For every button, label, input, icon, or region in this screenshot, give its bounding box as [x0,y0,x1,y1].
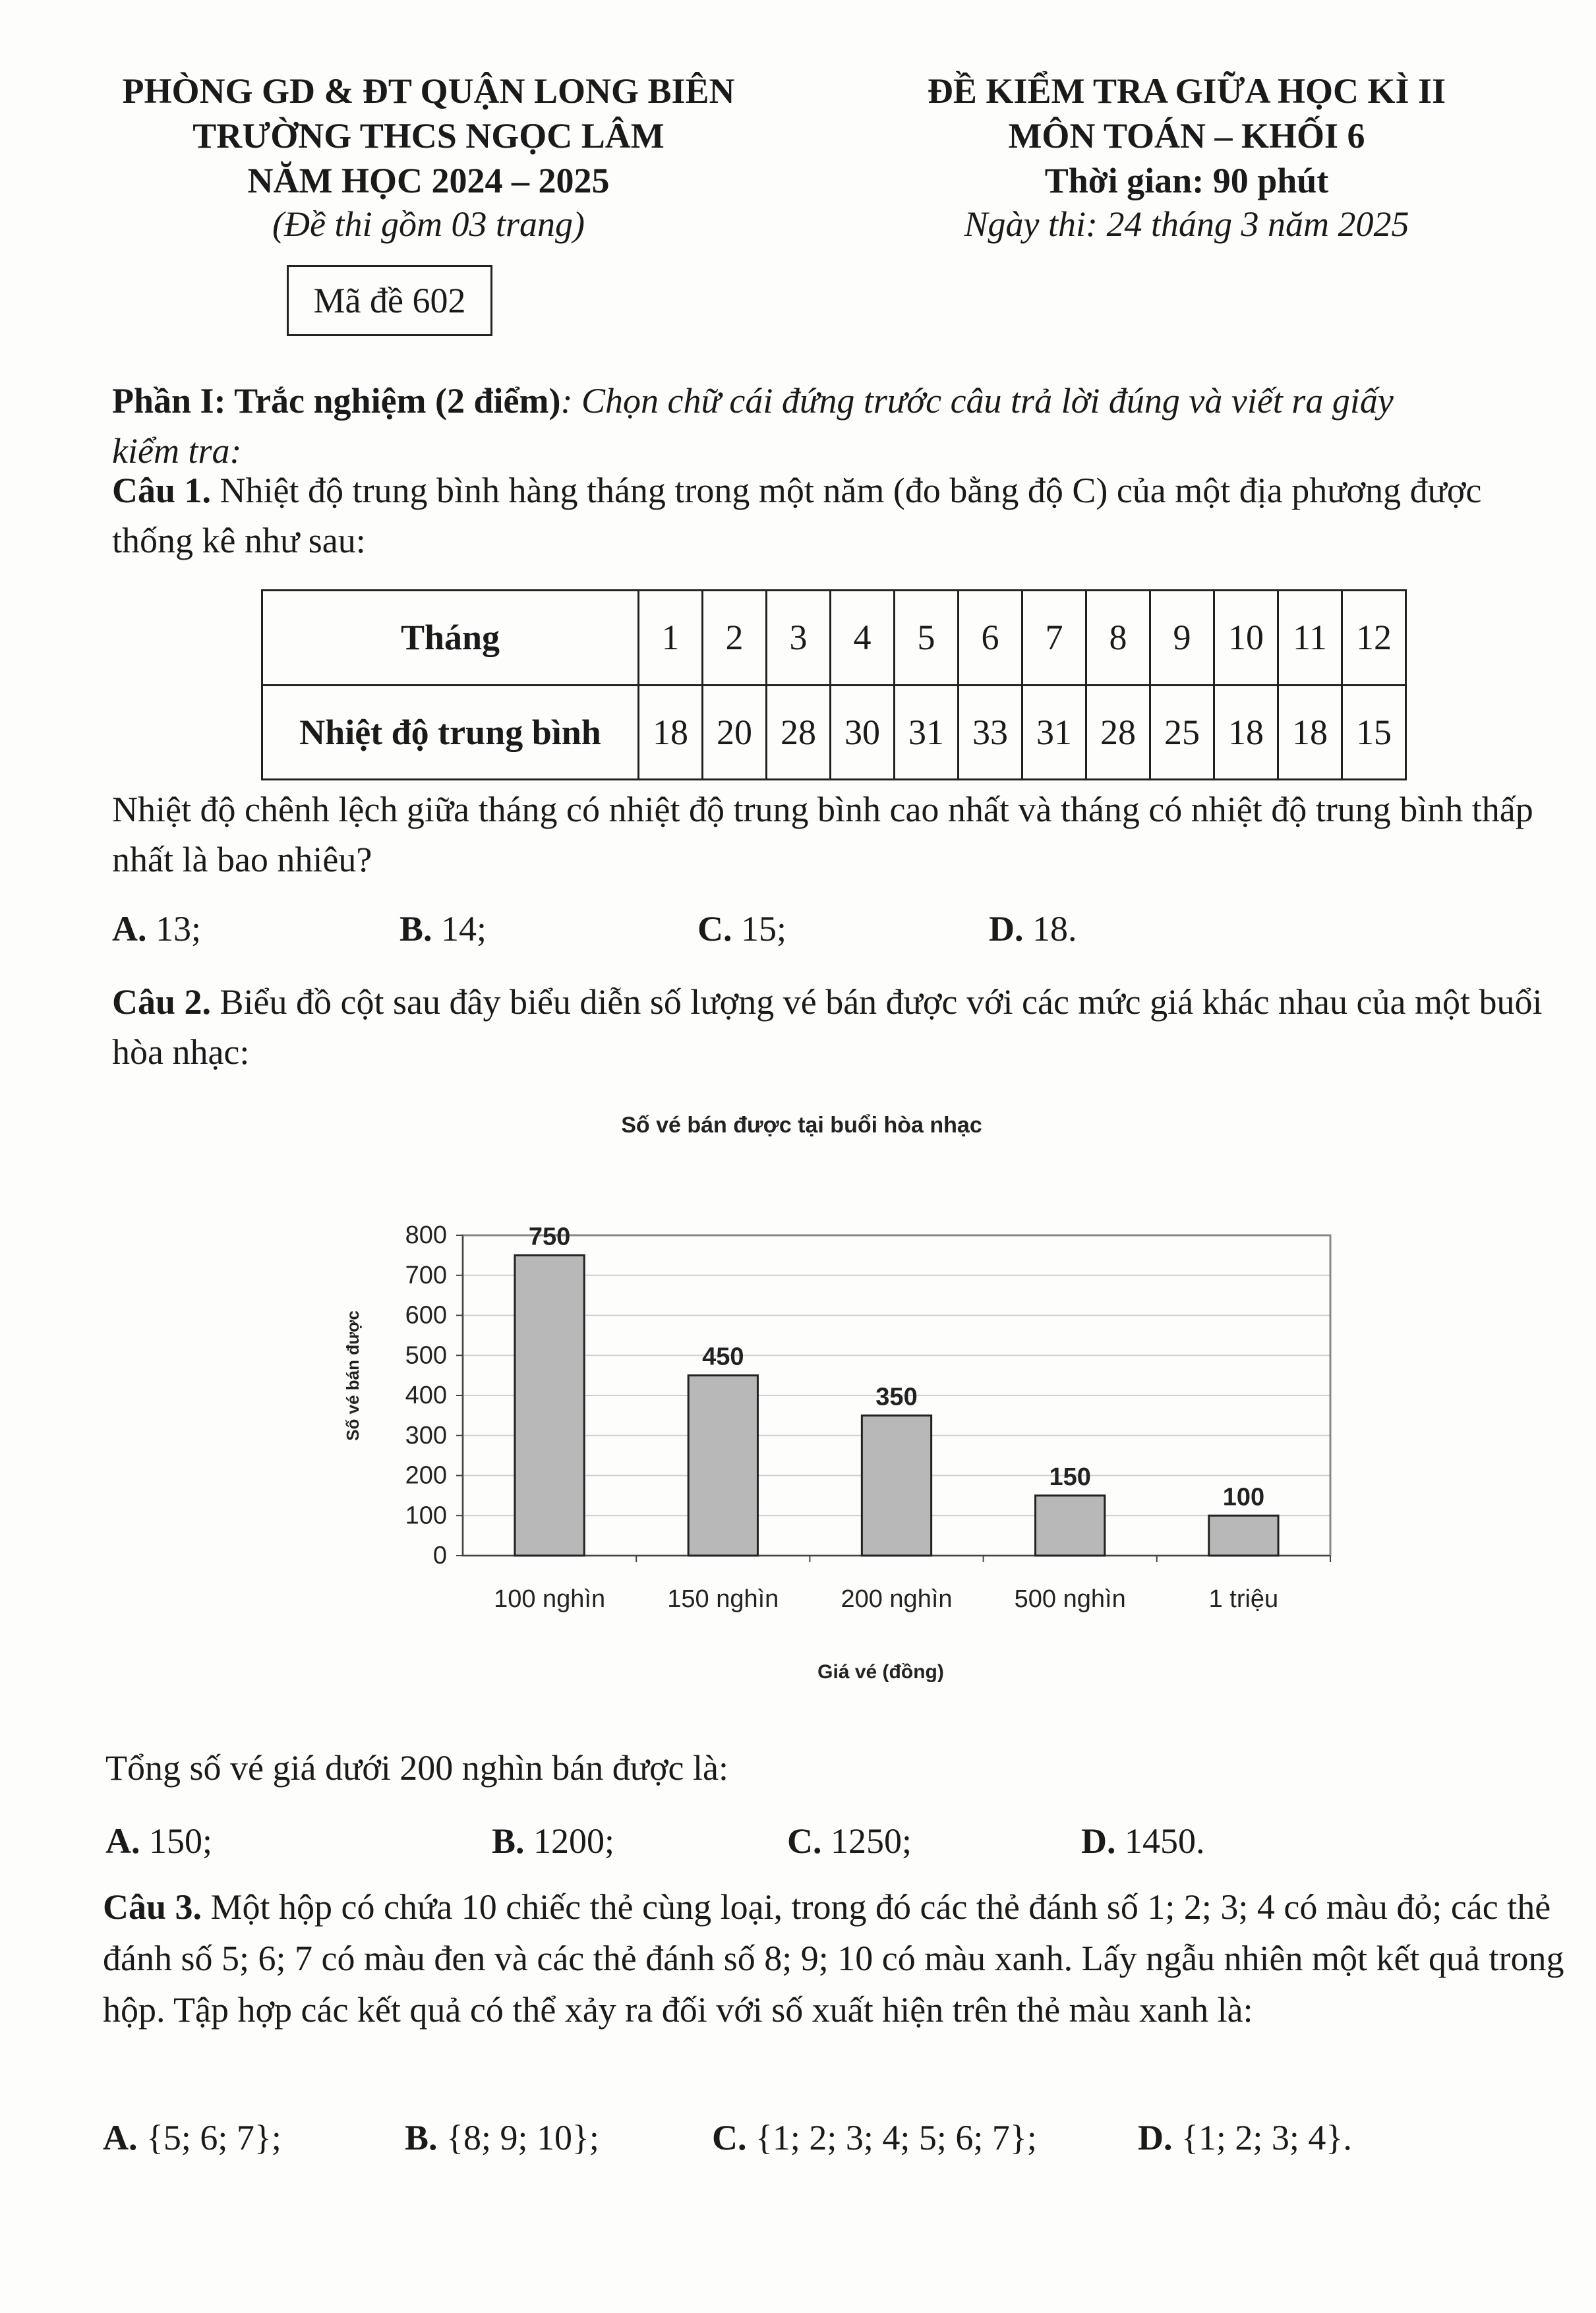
month-cell: 4 [831,591,895,686]
month-cell: 6 [959,591,1022,686]
temperature-cell: 28 [1086,685,1150,780]
month-cell: 7 [1022,591,1086,686]
q3-option-b[interactable] [405,2115,599,2161]
y-tick-label: 400 [405,1382,447,1409]
month-cell: 10 [1214,591,1278,686]
y-tick-label: 0 [432,1542,447,1569]
q1-text: Nhiệt độ trung bình hàng tháng trong một năm (đo bằng độ C) của một địa phương được thống kê như sau: [112,471,1482,560]
temperature-cell: 33 [959,685,1022,780]
q1-option-b[interactable] [399,906,487,952]
y-axis [405,1221,463,1569]
x-tick-label: 150 nghìn [667,1585,779,1613]
y-tick-label: 800 [405,1221,447,1249]
q2-option-c[interactable] [787,1818,912,1864]
y-tick-label: 200 [405,1461,447,1490]
bar-data-label: 350 [875,1383,918,1411]
q1-option-c[interactable] [697,906,786,952]
temperature-cell: 18 [1214,685,1278,780]
q2-option-b[interactable] [492,1818,614,1864]
temperature-cell: 18 [1278,685,1342,780]
dept-name: PHÒNG GD & ĐT QUẬN LONG BIÊN [122,71,735,111]
subject-grade: MÔN TOÁN – KHỐI 6 [1008,116,1365,156]
ticket-sales-chart [316,1094,1358,1701]
q2-option-a[interactable] [105,1818,212,1864]
q2-text: Biểu đồ cột sau đây biểu diễn số lượng vé bán được với các mức giá khác nhau của một buổi hòa nhạc: [112,982,1543,1072]
option-label: D. [1081,1821,1116,1861]
option-label: B. [405,2118,438,2157]
bar [862,1415,931,1556]
month-cell: 12 [1342,591,1406,686]
x-tick-label: 100 nghìn [494,1585,606,1613]
option-label: D. [989,909,1024,949]
temperature-cell: 20 [703,685,767,780]
q2-option-d[interactable] [1081,1818,1205,1864]
q3-text: Một hộp có chứa 10 chiếc thẻ cùng loại, trong đó các thẻ đánh số 1; 2; 3; 4 có màu đỏ; các thẻ đánh số 5; 6; 7 có màu đen và các thẻ đánh số 8; 9; 10 có màu xanh. Lấy ngẫu nhiên một kết quả trong hộp. Tập hợp các kết quả có thể xảy ra đối với số xuất hiện trên thẻ màu xanh là: [103,1887,1564,2030]
month-cell: 8 [1086,591,1150,686]
option-label: A. [103,2118,138,2157]
school-name: TRƯỜNG THCS NGỌC LÂM [192,116,665,156]
temperature-cell: 30 [831,685,895,780]
option-label: A. [105,1821,140,1861]
month-cell: 5 [895,591,959,686]
temperature-cell: 15 [1342,685,1406,780]
q3-option-a[interactable] [103,2115,281,2161]
month-cell: 2 [703,591,767,686]
temperature-cell: 31 [895,685,959,780]
option-label: B. [492,1821,525,1861]
option-text: {5; 6; 7}; [137,2118,281,2157]
option-text: 150; [140,1821,213,1861]
option-text: 1450. [1115,1821,1205,1861]
exam-duration: Thời gian: 90 phút [1044,161,1329,200]
option-text: 18. [1023,909,1077,949]
q3-option-d[interactable] [1138,2115,1352,2161]
option-label: B. [399,909,432,949]
q3-option-c[interactable] [712,2115,1037,2161]
q2-number: Câu 2. [112,982,212,1022]
option-text: {1; 2; 3; 4; 5; 6; 7}; [746,2118,1037,2157]
temperature-cell: 18 [639,685,703,780]
bar-data-label: 100 [1222,1483,1265,1511]
exam-title: ĐỀ KIỂM TRA GIỮA HỌC KÌ II [927,71,1446,111]
exam-date: Ngày thi: 24 tháng 3 năm 2025 [964,204,1409,244]
part1-title: Phần I: Trắc nghiệm (2 điểm) [112,381,561,421]
x-tick-label: 1 triệu [1208,1585,1279,1613]
temperature-cell: 25 [1150,685,1214,780]
q2-question: Tổng số vé giá dưới 200 nghìn bán được là: [105,1748,728,1788]
month-row [262,591,1406,686]
option-label: D. [1138,2118,1173,2157]
chart-title: Số vé bán được tại buổi hòa nhạc [621,1113,982,1138]
bar [1209,1515,1278,1556]
option-text: 15; [732,909,787,949]
q1-number: Câu 1. [112,471,212,510]
option-text: {1; 2; 3; 4}. [1172,2118,1352,2157]
option-label: A. [112,909,147,949]
bar-data-label: 750 [528,1223,571,1251]
q2-prompt [112,977,1569,1077]
x-axis [463,1556,1330,1613]
page-count-note: (Đề thi gồm 03 trang) [272,204,585,244]
y-tick-label: 700 [405,1261,447,1289]
temperature-cell: 31 [1022,685,1086,780]
y-tick-label: 500 [405,1341,447,1370]
option-label: C. [712,2118,747,2157]
y-tick-label: 300 [405,1421,447,1449]
y-tick-label: 100 [405,1502,447,1530]
bar [515,1255,584,1556]
month-cell: 9 [1150,591,1214,686]
temperature-row [262,685,1406,780]
option-text: 13; [146,909,202,949]
q1-option-a[interactable] [112,906,201,952]
temperature-header: Nhiệt độ trung bình [262,685,639,780]
temperature-cell: 28 [767,685,831,780]
bar-series [515,1223,1278,1556]
option-text: {8; 9; 10}; [437,2118,599,2157]
option-text: 1200; [524,1821,615,1861]
q1-question: Nhiệt độ chênh lệch giữa tháng có nhiệt độ trung bình cao nhất và tháng có nhiệt độ trung bình thấp nhất là bao nhiêu? [112,790,1533,879]
bar-data-label: 150 [1049,1463,1091,1491]
x-tick-label: 500 nghìn [1014,1585,1126,1613]
q1-prompt [112,465,1569,566]
bar [688,1376,757,1556]
y-axis-label: Số vé bán được [343,1310,363,1441]
month-cell: 3 [767,591,831,686]
y-tick-label: 600 [405,1301,447,1330]
q3-number: Câu 3. [103,1887,202,1927]
school-year: NĂM HỌC 2024 – 2025 [247,161,610,200]
x-tick-label: 200 nghìn [841,1585,953,1613]
bar-data-label: 450 [702,1343,744,1371]
q3-prompt [103,1881,1566,2035]
option-label: C. [697,909,732,949]
option-label: C. [787,1821,822,1861]
option-text: 1250; [821,1821,912,1861]
part1-heading [112,376,1444,476]
x-axis-label: Giá vé (đồng) [817,1661,944,1683]
part1-instruction: : Chọn chữ cái đứng trước câu trả lời đúng và viết ra giấy kiểm tra: [112,381,1394,471]
q1-option-d[interactable] [989,906,1077,952]
month-header: Tháng [262,591,639,686]
month-cell: 11 [1278,591,1342,686]
option-text: 14; [432,909,487,949]
temperature-table [261,589,1407,780]
bar [1036,1496,1105,1556]
exam-code-box: Mã đề 602 [287,265,492,336]
month-cell: 1 [639,591,703,686]
